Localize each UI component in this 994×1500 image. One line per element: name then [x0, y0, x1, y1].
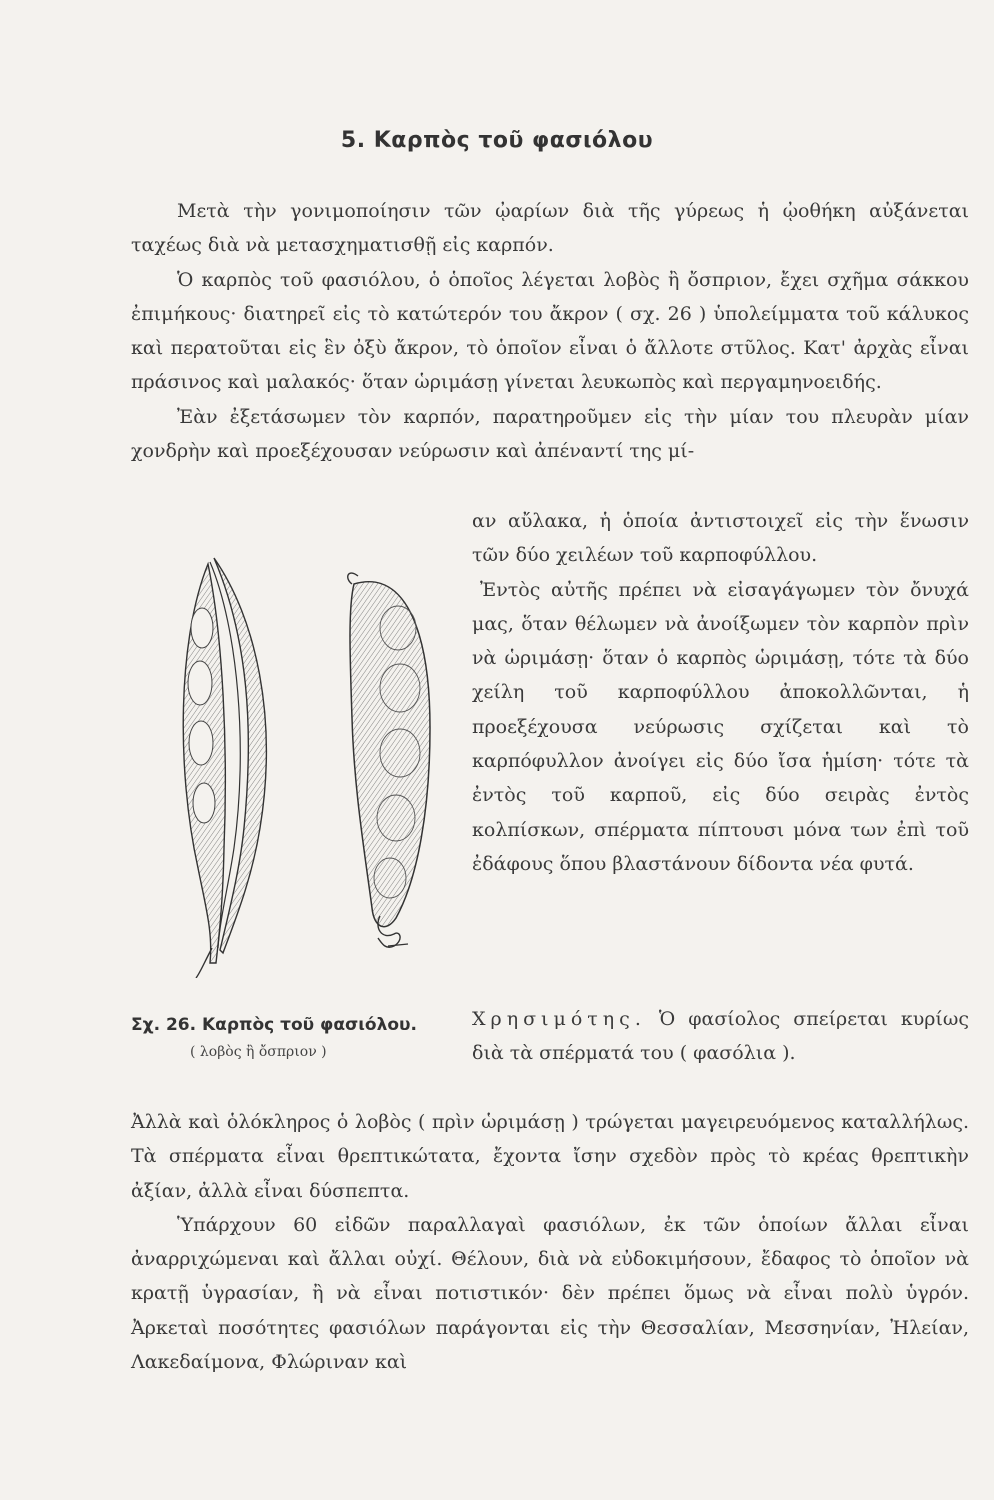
bean-pod-drawing [168, 548, 464, 978]
paragraph-examination: Ἐὰν ἐξετάσωμεν τὸν καρπόν, παρατηροῦμεν εἰς τὴν μίαν του πλευρὰν μίαν χονδρὴν καὶ προεξέχουσαν νεύρωσιν καὶ ἀπέναντί της μί- [131, 405, 969, 463]
text-block-bottom [131, 1105, 969, 1379]
paragraph-varieties: Ὑπάρχουν 60 εἰδῶν παραλλαγαὶ φασιόλων, ἐκ τῶν ὁποίων ἄλλαι εἶναι ἀναρριχώμεναι καὶ ἄλλαι οὐχί. Θέλουν, διὰ νὰ εὐδοκιμήσουν, ἔδαφος τὸ ὁποῖον νὰ κρατῇ ὑγρασίαν, ἢ νὰ εἶναι ποτιστικόν· δὲν πρέπει ὅμως νὰ εἶναι πολὺ ὑγρόν. Ἀρκεταὶ ποσότητες φασιόλων παράγονται εἰς τὴν Θεσσαλίαν, Μεσσηνίαν, Ἠλείαν, Λακεδαίμονα, Φλώριναν καὶ [131, 1213, 969, 1374]
usefulness-text: Ὁ φασίολος σπείρεται κυρίως διὰ τὰ σπέρματά του ( φασόλια ). [472, 1008, 970, 1065]
section-title: 5. Καρπὸς τοῦ φασιόλου [340, 128, 654, 153]
figure-subcaption: ( λοβὸς ἢ ὄσπριον ) [190, 1044, 327, 1060]
usefulness-block [472, 1002, 969, 1071]
figure-caption: Σχ. 26. Καρπὸς τοῦ φασιόλου. [131, 1015, 417, 1035]
paragraph-opening: Ἐντὸς αὐτῆς πρέπει νὰ εἰσαγάγωμεν τὸν ὄνυχά μας, ὅταν θέλωμεν νὰ ἀνοίξωμεν τὸν καρπὸν πρὶν νὰ ὡριμάσῃ· ὅταν ὁ καρπὸς ὡριμάσῃ, τότε τὰ δύο χείλη τοῦ καρποφύλλου ἀποκολλῶνται, ἡ προεξέχουσα νεύρωσις σχίζεται καὶ τὸ καρπόφυλλον ἀνοίγει εἰς δύο ἴσα ἡμίση· τότε τὰ ἐντὸς τοῦ καρποῦ, εἰς δύο σειρὰς ἐντὸς κολπίσκων, σπέρματα πίπτουσι μόνα των ἐπὶ τοῦ ἐδάφους ὅπου βλαστάνουν δίδοντα νέα φυτά. [472, 578, 969, 875]
text-block-top [131, 194, 969, 468]
paragraph-pod-description: Ὁ καρπὸς τοῦ φασιόλου, ὁ ὁποῖος λέγεται λοβὸς ἢ ὄσπριον, ἔχει σχῆμα σάκκου ἐπιμήκους· διατηρεῖ εἰς τὸ κατώτερόν του ἄκρον ( σχ. 26 ) ὑπολείμματα τοῦ κάλυκος καὶ περατοῦται εἰς ἓν ὀξὺ ἄκρον, τὸ ὁποῖον εἶναι ὁ ἄλλοτε στῦλος. Κατ' ἀρχὰς εἶναι πράσινος καὶ μαλακός· ὅταν ὡριμάσῃ γίνεται λευκωπὸς καὶ περγαμηνοειδής. [131, 268, 969, 394]
usefulness-heading: Χρησιμότης. [472, 1008, 646, 1030]
paragraph-examination-cont: αν αὔλακα, ἡ ὁποία ἀντιστοιχεῖ εἰς τὴν ἕνωσιν τῶν δύο χειλέων τοῦ καρποφύλλου. [472, 510, 969, 567]
bean-pod-illustration [168, 548, 464, 978]
paragraph-usefulness-cont: Ἀλλὰ καὶ ὁλόκληρος ὁ λοβὸς ( πρὶν ὡριμάσῃ ) τρώγεται μαγειρευόμενος καταλλήλως. Τὰ σπέρματα εἶναι θρεπτικώτατα, ἔχοντα ἴσην σχεδὸν πρὸς τὸ κρέας θρεπτικὴν ἀξίαν, ἀλλὰ εἶναι δύσπεπτα. [131, 1111, 969, 1202]
opened-pod [183, 558, 266, 978]
text-block-side [472, 504, 969, 881]
paragraph-fertilization: Μετὰ τὴν γονιμοποίησιν τῶν ᾠαρίων διὰ τῆς γύρεως ἡ ᾠοθήκη αὐξάνεται ταχέως διὰ νὰ μετασχηματισθῇ εἰς καρπόν. [131, 200, 969, 257]
closed-pod [348, 573, 430, 947]
